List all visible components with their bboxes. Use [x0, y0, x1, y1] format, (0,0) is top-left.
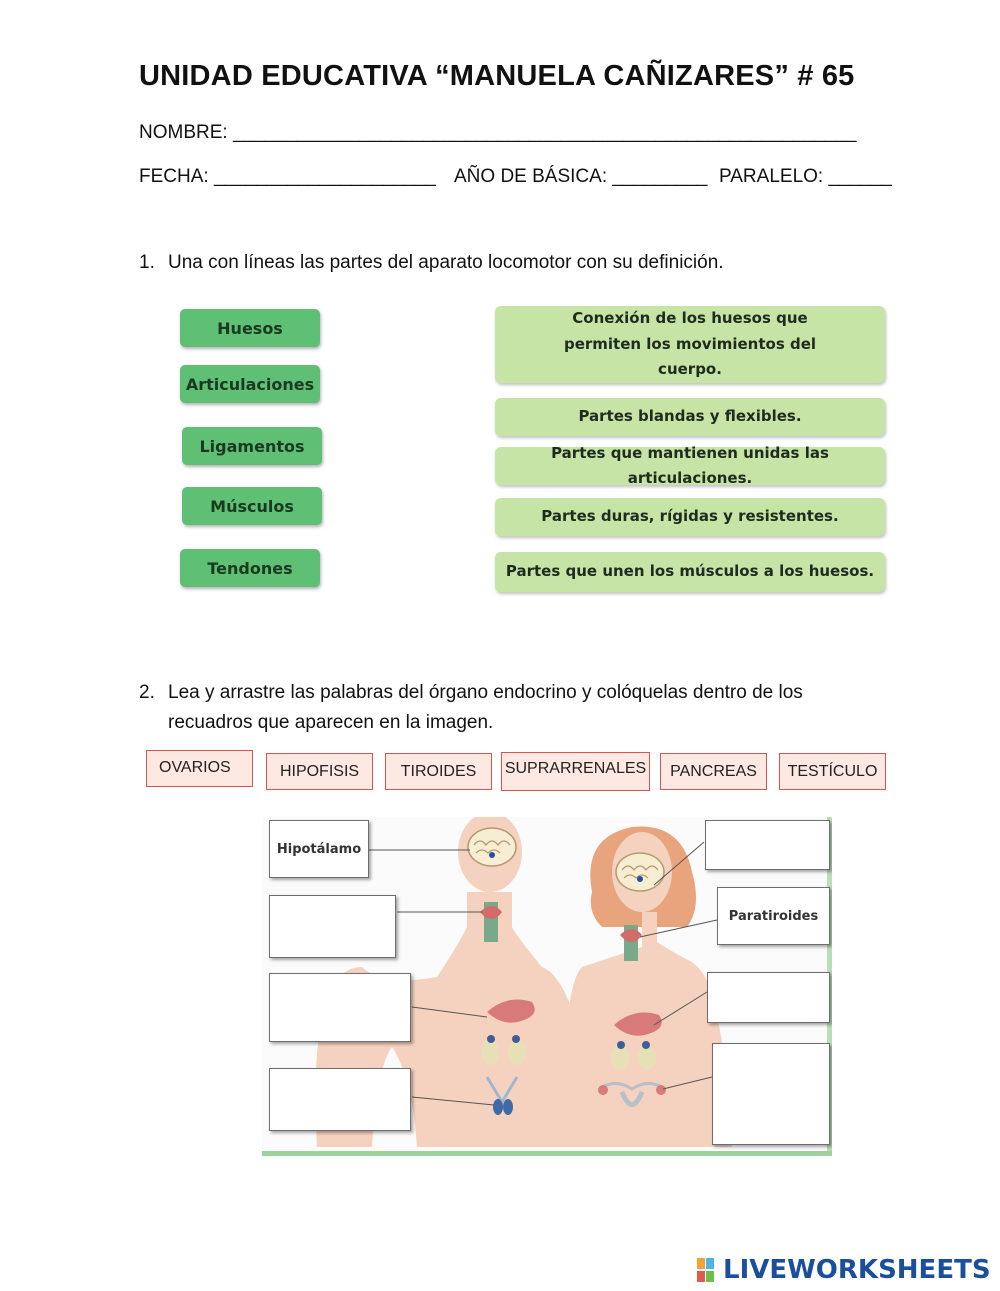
question-1-text: Una con líneas las partes del aparato locomotor con su definición.: [168, 252, 724, 273]
definition-partes-blandas[interactable]: Partes blandas y flexibles.: [495, 398, 885, 436]
liveworksheets-logo: [697, 1255, 991, 1285]
drop-box-right-3[interactable]: [712, 1043, 830, 1145]
date-line: FECHA: _____________________: [139, 166, 436, 187]
liveworksheets-logo-icon: [697, 1256, 723, 1284]
question-1-number: 1.: [139, 252, 155, 273]
definition-unen-musculos[interactable]: Partes que unen los músculos a los huesos.: [495, 552, 885, 592]
question-2-text-line1: Lea y arrastre las palabras del órgano endocrino y colóquelas dentro de los: [168, 682, 803, 703]
part-ligamentos[interactable]: Ligamentos: [182, 427, 322, 465]
part-tendones[interactable]: Tendones: [180, 549, 320, 587]
liveworksheets-brand: LIVEWORKSHEETS: [723, 1255, 991, 1285]
word-testiculo[interactable]: TESTÍCULO: [779, 753, 886, 790]
drop-box-right-1[interactable]: [705, 820, 830, 870]
word-tiroides[interactable]: TIROIDES: [385, 753, 492, 790]
question-2-text-line2: recuadros que aparecen en la imagen.: [168, 712, 494, 733]
parallel-line: PARALELO: ______: [719, 166, 892, 187]
drop-box-left-2[interactable]: [269, 973, 411, 1042]
drop-box-left-3[interactable]: [269, 1068, 411, 1131]
school-title: UNIDAD EDUCATIVA “MANUELA CAÑIZARES” # 65: [139, 60, 855, 92]
drop-box-left-1[interactable]: [269, 895, 396, 958]
definition-mantienen-unidas[interactable]: Partes que mantienen unidas las articulaciones.: [495, 447, 885, 485]
word-suprarrenales[interactable]: SUPRARRENALES: [501, 752, 650, 791]
drop-box-right-2[interactable]: [707, 972, 830, 1023]
name-line: NOMBRE: ___________________________________________________________: [139, 122, 857, 143]
part-articulaciones[interactable]: Articulaciones: [180, 365, 320, 403]
word-ovarios[interactable]: OVARIOS: [146, 750, 253, 787]
part-huesos[interactable]: Huesos: [180, 309, 320, 347]
question-2-number: 2.: [139, 682, 155, 703]
label-hipotalamo: Hipotálamo: [269, 820, 369, 878]
part-musculos[interactable]: Músculos: [182, 487, 322, 525]
grade-line: AÑO DE BÁSICA: _________: [454, 166, 708, 187]
definition-conexion[interactable]: Conexión de los huesos que permiten los movimientos del cuerpo.: [495, 306, 885, 383]
endocrine-diagram: [262, 817, 832, 1157]
word-pancreas[interactable]: PANCREAS: [660, 753, 767, 790]
label-paratiroides: Paratiroides: [717, 887, 830, 945]
word-hipofisis[interactable]: HIPOFISIS: [266, 753, 373, 790]
definition-partes-duras[interactable]: Partes duras, rígidas y resistentes.: [495, 498, 885, 536]
